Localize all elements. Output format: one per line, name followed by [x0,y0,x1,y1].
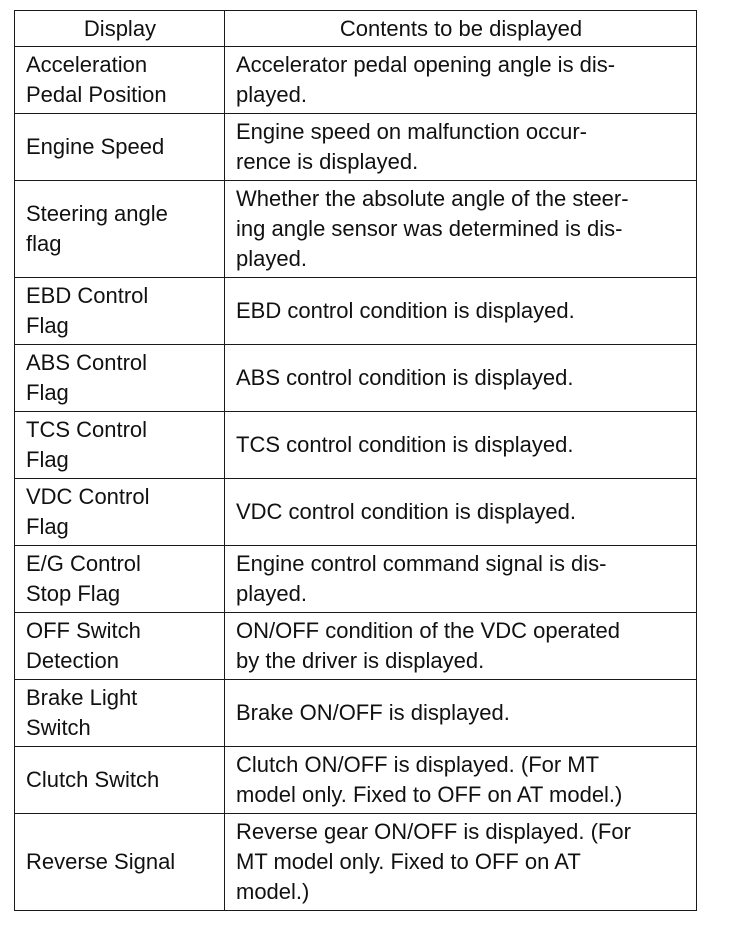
display-cell [15,345,225,412]
table-row [15,613,697,680]
contents-text: Engine speed on malfunction occur- rence is displayed. [236,119,587,174]
table-row [15,680,697,747]
table-row [15,479,697,546]
display-contents-table [14,10,697,911]
contents-text: Clutch ON/OFF is displayed. (For MT model only. Fixed to OFF on AT model.) [236,752,623,807]
table-row [15,278,697,345]
display-cell [15,613,225,680]
header-contents: Contents to be displayed [225,11,697,47]
table-row [15,114,697,181]
contents-cell [225,278,697,345]
contents-cell [225,747,697,814]
display-text: Brake Light Switch [26,685,138,740]
display-cell [15,412,225,479]
contents-cell [225,47,697,114]
contents-cell [225,546,697,613]
table-header [15,11,697,47]
table-row [15,47,697,114]
table-row [15,181,697,278]
contents-cell [225,114,697,181]
display-text: VDC Control Flag [26,484,150,539]
contents-cell [225,814,697,911]
contents-cell [225,613,697,680]
contents-text: Engine control command signal is dis- played. [236,551,607,606]
display-cell [15,814,225,911]
table-row [15,546,697,613]
table-body [15,47,697,911]
contents-text: Whether the absolute angle of the steer- ing angle sensor was determined is dis- played. [236,186,629,271]
contents-text: Brake ON/OFF is displayed. [236,700,510,725]
display-cell [15,546,225,613]
table-row [15,747,697,814]
display-text: ABS Control Flag [26,350,148,405]
display-cell [15,278,225,345]
display-text: OFF Switch Detection [26,618,141,673]
contents-text: Reverse gear ON/OFF is displayed. (For MT model only. Fixed to OFF on AT model.) [236,819,631,904]
table-row [15,814,697,911]
table-row [15,412,697,479]
display-cell [15,114,225,181]
display-cell [15,479,225,546]
contents-cell [225,479,697,546]
display-text: Reverse Signal [26,849,176,874]
contents-text: VDC control condition is displayed. [236,499,576,524]
contents-text: TCS control condition is displayed. [236,432,574,457]
contents-text: ABS control condition is displayed. [236,365,574,390]
contents-cell [225,680,697,747]
header-row [15,11,697,47]
contents-text: Accelerator pedal opening angle is dis- played. [236,52,616,107]
display-cell [15,680,225,747]
display-text: Acceleration Pedal Position [26,52,167,107]
display-text: Clutch Switch [26,767,160,792]
display-text: TCS Control Flag [26,417,148,472]
contents-cell [225,412,697,479]
table-row [15,345,697,412]
contents-cell [225,345,697,412]
display-text: Engine Speed [26,134,165,159]
display-text: EBD Control Flag [26,283,149,338]
contents-cell [225,181,697,278]
display-text: E/G Control Stop Flag [26,551,141,606]
contents-text: EBD control condition is displayed. [236,298,575,323]
display-cell [15,47,225,114]
display-cell [15,181,225,278]
contents-text: ON/OFF condition of the VDC operated by the driver is displayed. [236,618,620,673]
header-display: Display [15,11,225,47]
display-text: Steering angle flag [26,201,168,256]
display-cell [15,747,225,814]
